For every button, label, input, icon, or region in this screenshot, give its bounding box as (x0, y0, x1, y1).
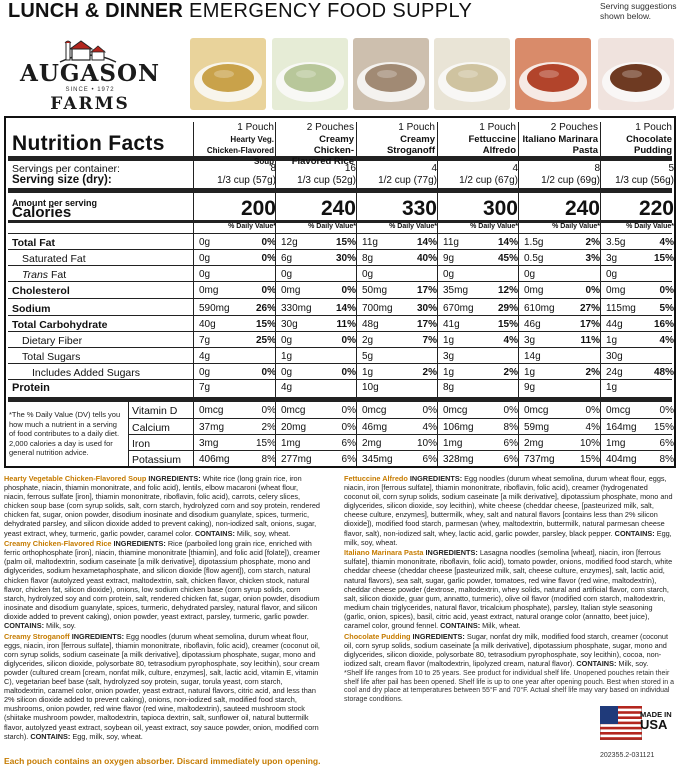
serving-size-value: 1/2 cup (77g) (378, 175, 437, 186)
product-name: Italiano Marinara Pasta (344, 548, 426, 558)
servings-value: 16 (344, 163, 356, 174)
servings-value: 4 (512, 163, 518, 174)
sodium-daily-value: 27% (579, 303, 600, 314)
product-header (196, 122, 276, 166)
vit-d-daily-value: 0% (659, 405, 674, 416)
carb-daily-value: 17% (416, 319, 437, 330)
vit-d-daily-value: 0% (261, 405, 276, 416)
total-fat-amount: 12g (281, 237, 298, 248)
trans-fat-amount: 0g (606, 269, 618, 280)
potassium-amount: 345mg (362, 454, 393, 465)
fiber-daily-value: 4% (659, 335, 674, 346)
product-name: Hearty Veg. Chicken-Flavored Soup (206, 135, 274, 166)
carb-daily-value: 16% (653, 319, 674, 330)
fiber-daily-value: 25% (255, 335, 276, 346)
sat-fat-amount: 0.5g (524, 253, 544, 264)
product-header (521, 122, 600, 156)
iron-daily-value: 10% (579, 438, 600, 449)
column-divider (518, 122, 519, 466)
daily-value-header: % Daily Value* (470, 223, 518, 230)
calories-value: 200 (240, 197, 276, 220)
vit-d-amount: 0mcg (199, 405, 224, 416)
pouch-count: 1 Pouch (635, 122, 672, 133)
sodium-daily-value: 30% (416, 303, 437, 314)
servings-value: 4 (431, 163, 437, 174)
soup-bowl-photo (190, 38, 266, 110)
ingredient-paragraph: Creamy Chicken-Flavored Rice INGREDIENTS: Rice (parboiled long grain rice, enriched with ferric orthophosphate [iron], niacin, thiamine mononitrate [thiamin], and folic acid [folate]), creamer (palm oil, maltodextrin, sodium caseinate [a milk derivative], dipotassium phosphate, mono and diglycerides, sodium hexametaphosphate, and silicon dioxide [flow agent]), corn starch, natural chicken flavor (autolyzed yeast extract, maltodextrin, salt, chicken flavor, chicken stock, natural flavor, chicken fat, silicon dioxide), onions, low sodium chicken base (corn syrup solids, corn starch, hydrolyzed soy and corn protein, salt, rendered chicken fat, sugar, onion powder, disodium inosinate and disodium guanylate, spices, turmeric, dehydrated parsley, natural flavor, and silicon dioxide added to prevent caking), onion powder, yeast extract, parsley, turmeric, garlic powder. CONTAINS: Milk, soy. (4, 539, 320, 630)
sodium-amount: 115mg (606, 303, 636, 314)
vit-d-amount: 0mcg (281, 405, 306, 416)
daily-value-header: % Daily Value* (552, 223, 600, 230)
potassium-daily-value: 6% (422, 454, 437, 465)
product-name: Chocolate Pudding (626, 134, 672, 156)
cholesterol-label: Cholesterol (12, 285, 70, 297)
sat-fat-daily-value: 40% (416, 253, 437, 264)
added-sugars-daily-value: 0% (261, 367, 276, 378)
sodium-amount: 610mg (524, 303, 555, 314)
vit-d-daily-value: 0% (585, 405, 600, 416)
servings-value: 8 (270, 163, 276, 174)
calories-value: 240 (564, 197, 600, 220)
calcium-daily-value: 4% (585, 422, 600, 433)
sat-fat-amount: 8g (362, 253, 374, 264)
iron-amount: 2mg (524, 438, 544, 449)
title-rest: EMERGENCY FOOD SUPPLY (183, 0, 473, 22)
nutrition-facts-title: Nutrition Facts (12, 132, 165, 155)
serving-size-value: 1/2 cup (69g) (541, 175, 600, 186)
sodium-daily-value: 29% (497, 303, 518, 314)
cholesterol-daily-value: 0% (341, 285, 356, 296)
serving-size-value: 1/2 cup (67g) (459, 175, 518, 186)
fiber-amount: 0g (281, 335, 293, 346)
calcium-daily-value: 8% (503, 422, 518, 433)
total-fat-amount: 11g (443, 237, 459, 248)
title-bold: LUNCH & DINNER (8, 0, 184, 22)
product-header (359, 122, 437, 156)
carb-amount: 48g (362, 319, 379, 330)
product-name: Fettuccine Alfredo (344, 474, 410, 483)
daily-value-header: % Daily Value* (308, 223, 356, 230)
potassium-label: Potassium (132, 454, 182, 466)
sodium-daily-value: 26% (255, 303, 276, 314)
sodium-amount: 330mg (281, 303, 312, 314)
added-sugars-amount: 24g (606, 367, 623, 378)
total-fat-daily-value: 4% (659, 237, 674, 248)
fiber-daily-value: 11% (580, 335, 600, 346)
added-sugars-daily-value: 2% (585, 367, 600, 378)
total-sugars-label: Total Sugars (22, 351, 81, 363)
column-divider (193, 122, 194, 466)
potassium-amount: 277mg (281, 454, 312, 465)
cholesterol-daily-value: 0% (585, 285, 600, 296)
total-fat-daily-value: 0% (261, 237, 276, 248)
protein-amount: 4g (281, 382, 293, 393)
total-fat-daily-value: 14% (497, 237, 518, 248)
iron-label: Iron (132, 438, 151, 450)
calcium-amount: 59mg (524, 422, 550, 433)
calcium-daily-value: 0% (341, 422, 356, 433)
rule (8, 233, 672, 234)
ingredient-paragraph: Fettuccine Alfredo INGREDIENTS: Egg noodles (durum wheat semolina, durum wheat flour, eggs, niacin, iron [ferrous sulfate], thiamin mononitrate, riboflavin, folic acid), creamer (hydrogenated coconut oil, corn syrup solids, sodium caseinate [a milk derivative], dipotassium phosphate, mono and diglycerides, silicon dioxide, soy lecithin), white cheese (cheddar cheese, [pasteurized milk, salt, cheese culture, enzymes], buttermilk, whey, salt and natural flavors [contains less than 2% silicon dioxide]), modified food starch, parmesan (whey, maltodextrin, buttermilk, natural parmesan cheese flavor, salt), non-iodized salt, whey, lactic acid, garlic powder, parsley, black pepper. CONTAINS: Egg, milk, soy, wheat. (344, 474, 673, 547)
vit-d-amount: 0mcg (362, 405, 387, 416)
sodium-amount: 670mg (443, 303, 474, 314)
total-fat-amount: 0g (199, 237, 211, 248)
divider (128, 402, 129, 466)
vit-d-daily-value: 0% (341, 405, 356, 416)
cholesterol-daily-value: 0% (261, 285, 276, 296)
potassium-amount: 404mg (606, 454, 637, 465)
potassium-daily-value: 6% (503, 454, 518, 465)
total-fat-daily-value: 14% (416, 237, 437, 248)
serving-suggestion-photos (190, 38, 676, 110)
ingredient-paragraph: Hearty Vegetable Chicken-Flavored Soup INGREDIENTS: White rice (long grain rice, iron phosphate, niacin, thiamin mononitrate, and folic acid), lentils, elbow macaroni (wheat flour, niacin, ferrous sulfate [iron], thiamin mononitrate, riboflavin, folic acid), carrots, celery slices, chicken soup base (corn syrup solids, salt, corn starch, hydrolyzed corn and soy protein, rendered chicken fat, sugar, onion powder, disodium inosinate and disodium guanylate, spices, turmeric, dehydrated parsley, and silicon dioxide added to prevent caking), non-iodized salt, onions, sugar, yeast extract, whey, turmeric, garlic powder, caramel color. CONTAINS: Milk, soy, wheat. (4, 474, 320, 538)
product-code: 202355.2-031121 (600, 752, 655, 759)
rule (8, 281, 672, 282)
iron-amount: 1mg (606, 438, 626, 449)
serving-size-value: 1/3 cup (52g) (297, 175, 356, 186)
daily-value-header: % Daily Value* (389, 223, 437, 230)
trans-fat-amount: 0g (362, 269, 374, 280)
calcium-daily-value: 2% (261, 422, 276, 433)
product-header (440, 122, 518, 156)
cholesterol-amount: 0mg (524, 285, 544, 296)
added-sugars-amount: 1g (524, 367, 536, 378)
added-sugars-label: Includes Added Sugars (32, 367, 140, 379)
protein-label: Protein (12, 382, 50, 394)
product-name: Hearty Vegetable Chicken-Flavored Soup (4, 474, 149, 483)
sugars-amount: 5g (362, 351, 374, 362)
sodium-amount: 700mg (362, 303, 393, 314)
trans-fat-amount: 0g (281, 269, 293, 280)
ingredient-paragraph: Italiano Marinara Pasta INGREDIENTS: Lasagna noodles (semolina [wheat], niacin, iron [ferrous sulfate], thiamin mononitrate, riboflavin, folic acid), tomato powder, onions, modified food starch, white cheddar cheese (cheddar cheese [pasteurized milk, salt, cheese culture, enzymes], salt, lactic acid, natural flavors), sea salt, sugar, garlic powder, tomatoes, red wine flavor (red wine, maltodextrin), cheddar cheese powder (dextrose, maltodextrin, whey solids, natural and artificial flavor, corn starch, salt, silicon dioxide, guar gum, annatto, turmeric), olive oil flavor (modified corn starch, maltodextrin, medium chain triglycerides, natural flavor, tricalcium phosphate), parsley, Italian style seasoning (garlic, onion, spices), basil, citric acid, yeast extract, natural orange color (annatto, beet juice), caramel color, ground fennel. CONTAINS: Milk, wheat. (344, 548, 673, 630)
iron-amount: 3mg (199, 438, 219, 449)
nutrition-facts-panel (4, 116, 676, 468)
added-sugars-amount: 1g (443, 367, 455, 378)
fiber-daily-value: 7% (422, 335, 437, 346)
added-sugars-daily-value: 0% (341, 367, 356, 378)
vit-d-amount: 0mcg (606, 405, 631, 416)
total-fat-daily-value: 15% (335, 237, 356, 248)
us-flag-icon (600, 706, 642, 740)
carb-daily-value: 17% (579, 319, 600, 330)
fiber-amount: 1g (443, 335, 455, 346)
calories-value: 300 (482, 197, 518, 220)
cholesterol-amount: 50mg (362, 285, 388, 296)
calcium-daily-value: 4% (422, 422, 437, 433)
iron-daily-value: 10% (416, 438, 437, 449)
trans-fat-label: Trans Fat (22, 269, 67, 281)
pouch-count: 1 Pouch (479, 122, 516, 133)
serving-size-label: Serving size (dry): (12, 174, 112, 186)
cholesterol-daily-value: 0% (659, 285, 674, 296)
sat-fat-amount: 3g (606, 253, 618, 264)
daily-value-header: % Daily Value* (228, 223, 276, 230)
daily-value-header: % Daily Value* (626, 223, 674, 230)
cholesterol-amount: 35mg (443, 285, 469, 296)
column-divider (600, 122, 601, 466)
protein-amount: 9g (524, 382, 536, 393)
vit-d-daily-value: 0% (503, 405, 518, 416)
oxygen-absorber-note: Each pouch contains an oxygen absorber. Discard immediately upon opening. (4, 756, 321, 766)
sodium-amount: 590mg (199, 303, 230, 314)
sat-fat-daily-value: 0% (261, 253, 276, 264)
calories-label: Calories (12, 204, 72, 221)
carb-amount: 44g (606, 319, 623, 330)
trans-fat-amount: 0g (199, 269, 211, 280)
added-sugars-daily-value: 48% (653, 367, 674, 378)
marinara-bowl-photo (515, 38, 591, 110)
cholesterol-amount: 0mg (199, 285, 219, 296)
serving-note: Serving suggestions shown below. (600, 1, 677, 21)
iron-daily-value: 6% (341, 438, 356, 449)
calcium-amount: 164mg (606, 422, 637, 433)
sat-fat-amount: 0g (199, 253, 211, 264)
iron-amount: 1mg (443, 438, 463, 449)
sat-fat-daily-value: 45% (497, 253, 518, 264)
product-name: Chocolate Pudding (344, 631, 413, 641)
ingredients-left (4, 474, 320, 742)
total-fat-label: Total Fat (12, 237, 55, 249)
added-sugars-daily-value: 2% (503, 367, 518, 378)
column-divider (437, 122, 438, 466)
product-name: Creamy Stroganoff (4, 631, 72, 641)
ingredients-right (344, 474, 674, 704)
total-fat-amount: 3.5g (606, 237, 626, 248)
potassium-daily-value: 8% (659, 454, 674, 465)
calcium-label: Calcium (132, 422, 170, 434)
pouch-count: 1 Pouch (237, 122, 274, 133)
calcium-amount: 20mg (281, 422, 307, 433)
iron-amount: 1mg (281, 438, 301, 449)
serving-size-value: 1/3 cup (57g) (217, 175, 276, 186)
ingredient-paragraph: Creamy Stroganoff INGREDIENTS: Egg noodles (durum wheat semolina, durum wheat flour, eggs, niacin, iron [ferrous sulfate], thiamin mononitrate, riboflavin, folic acid), creamer (coconut oil, corn syrup solids, sodium caseinate [a milk derivative], dipotassium phosphate, sugar, mono and diglycerides, silicon dioxide, polysorbate 80, tetrasodium pyrophosphate, soy lecithin), sour cream powder (cultured cream [cream, nonfat milk, culture, enzymes], salt, lactic acid, vitamin E, vitamin C), vegetarian beef base (salt, hydrolyzed soy protein, sugar, torula yeast, corn starch, maltodextrin, caramel color, onion powder, yeast extract, natural flavors, citric acid, and less than 2% silicon dioxide added to prevent caking), onions, non-iodized salt, modified food starch, mushrooms, onion powder, red wine flavor (red wine, maltodextrin), sauteed mushroom stock (shiitake mushroom powder, maltodextrin, tapioca dextrin, salt, sunflower oil, natural buttermilk flavor, autolyzed yeast extract, soybean oil, yeast extract, soy sauce powder, onion, modified corn starch). CONTAINS: Egg, milk, soy, wheat. (4, 631, 320, 741)
sat-fat-amount: 9g (443, 253, 455, 264)
potassium-amount: 328mg (443, 454, 474, 465)
rule (8, 188, 672, 193)
total-fat-amount: 1.5g (524, 237, 544, 248)
fiber-amount: 7g (199, 335, 211, 346)
made-in-usa: MADE IN USA (640, 710, 672, 732)
potassium-daily-value: 8% (261, 454, 276, 465)
product-name: Creamy Chicken-Flavored Rice (291, 134, 354, 167)
potassium-daily-value: 6% (341, 454, 356, 465)
iron-daily-value: 6% (503, 438, 518, 449)
added-sugars-daily-value: 2% (422, 367, 437, 378)
product-name: Creamy Chicken-Flavored Rice (4, 539, 114, 549)
pouch-count: 2 Pouches (306, 122, 354, 133)
potassium-amount: 737mg (524, 454, 555, 465)
rice-bowl-photo (272, 38, 348, 110)
fiber-amount: 1g (606, 335, 618, 346)
cholesterol-daily-value: 12% (497, 285, 518, 296)
sugars-amount: 3g (443, 351, 455, 362)
product-name: Creamy Stroganoff (386, 134, 435, 156)
vitamin-d-label: Vitamin D (132, 405, 178, 417)
sodium-daily-value: 5% (659, 303, 674, 314)
pudding-bowl-photo (598, 38, 674, 110)
dietary-fiber-label: Dietary Fiber (22, 335, 83, 347)
sat-fat-daily-value: 3% (585, 253, 600, 264)
product-name: Italiano Marinara Pasta (522, 134, 598, 156)
carb-amount: 30g (281, 319, 298, 330)
fiber-amount: 3g (524, 335, 536, 346)
potassium-daily-value: 15% (579, 454, 600, 465)
fiber-amount: 2g (362, 335, 374, 346)
pouch-count: 1 Pouch (398, 122, 435, 133)
carb-daily-value: 15% (497, 319, 518, 330)
cholesterol-amount: 0mg (281, 285, 301, 296)
alfredo-plate-photo (434, 38, 510, 110)
rule (8, 363, 672, 364)
fiber-daily-value: 4% (503, 335, 518, 346)
sat-fat-amount: 6g (281, 253, 293, 264)
carb-amount: 40g (199, 319, 216, 330)
augason-farms-logo (20, 32, 160, 112)
added-sugars-amount: 1g (362, 367, 374, 378)
protein-amount: 8g (443, 382, 455, 393)
total-fat-amount: 11g (362, 237, 378, 248)
servings-label: Servings per container: (12, 163, 120, 175)
rule (128, 418, 672, 419)
logo-brand-bottom: FARMS (50, 94, 130, 114)
trans-fat-amount: 0g (443, 269, 455, 280)
sugars-amount: 1g (281, 351, 293, 362)
calories-value: 330 (401, 197, 437, 220)
total-carbohydrate-label: Total Carbohydrate (12, 319, 108, 331)
stroganoff-bowl-photo (353, 38, 429, 110)
protein-amount: 7g (199, 382, 211, 393)
pouch-count: 2 Pouches (550, 122, 598, 133)
cholesterol-daily-value: 17% (416, 285, 437, 296)
calcium-amount: 46mg (362, 422, 388, 433)
page-title (8, 0, 608, 24)
vit-d-daily-value: 0% (422, 405, 437, 416)
sat-fat-daily-value: 30% (335, 253, 356, 264)
added-sugars-amount: 0g (281, 367, 293, 378)
saturated-fat-label: Saturated Fat (22, 253, 86, 265)
sodium-label: Sodium (12, 303, 51, 315)
sodium-daily-value: 14% (335, 303, 356, 314)
column-divider (356, 122, 357, 466)
calcium-amount: 106mg (443, 422, 474, 433)
daily-value-note: *The % Daily Value (DV) tells you how much a nutrient in a serving of food contributes to a daily diet. 2,000 calories a day is used for general nutrition advice. (9, 410, 121, 457)
trans-fat-amount: 0g (524, 269, 536, 280)
protein-amount: 1g (606, 382, 618, 393)
amount-per-serving-label: Amount per serving (12, 198, 98, 208)
servings-value: 5 (668, 163, 674, 174)
added-sugars-amount: 0g (199, 367, 211, 378)
vit-d-amount: 0mcg (524, 405, 549, 416)
shelf-life-footnote: *Shelf life ranges from 10 to 25 years. See product for individual shelf life. Unopened pouches retain their shelf life after pail has been opened. Shelf life is up to one year after opening pouch. Best when stored in a cool and dry place at temperatures between 55°F and 70°F. Actual shelf life may vary based on individual storage conditions. (344, 669, 674, 703)
rule (8, 397, 672, 402)
iron-daily-value: 6% (659, 438, 674, 449)
servings-value: 8 (594, 163, 600, 174)
fiber-daily-value: 0% (341, 335, 356, 346)
protein-amount: 10g (362, 382, 379, 393)
logo-brand-top: AUGASON (20, 60, 161, 87)
product-header (278, 122, 356, 167)
calcium-daily-value: 15% (653, 422, 674, 433)
sugars-amount: 30g (606, 351, 623, 362)
sugars-amount: 14g (524, 351, 541, 362)
carb-amount: 46g (524, 319, 541, 330)
total-fat-daily-value: 2% (585, 237, 600, 248)
product-header (603, 122, 674, 156)
calories-value: 220 (638, 197, 674, 220)
sat-fat-daily-value: 15% (653, 253, 674, 264)
iron-amount: 2mg (362, 438, 382, 449)
product-name: Fettuccine Alfredo (468, 134, 516, 156)
serving-size-value: 1/3 cup (56g) (615, 175, 674, 186)
logo-since: SINCE • 1972 (65, 87, 115, 93)
rule (8, 298, 672, 299)
ingredient-paragraph: Chocolate Pudding INGREDIENTS: Sugar, nonfat dry milk, modified food starch, creamer (coconut oil, corn syrup solids, sodium caseinate [a milk derivative], dipotassium phosphate, sugar, mono and diglycerides, silicon dioxide, polysorbate 80, tetrasodium pyrophosphate, soy lecithin), cocoa, non-iodized salt, cream flavor (maltodextrin, lipolyzed cream, natural flavor). CONTAINS: Milk, soy. (344, 631, 669, 668)
sugars-amount: 4g (199, 351, 211, 362)
vit-d-amount: 0mcg (443, 405, 468, 416)
carb-daily-value: 11% (336, 319, 356, 330)
carb-amount: 41g (443, 319, 460, 330)
calories-value: 240 (320, 197, 356, 220)
cholesterol-amount: 0mg (606, 285, 626, 296)
potassium-amount: 406mg (199, 454, 230, 465)
calcium-amount: 37mg (199, 422, 225, 433)
iron-daily-value: 15% (255, 438, 276, 449)
carb-daily-value: 15% (255, 319, 276, 330)
